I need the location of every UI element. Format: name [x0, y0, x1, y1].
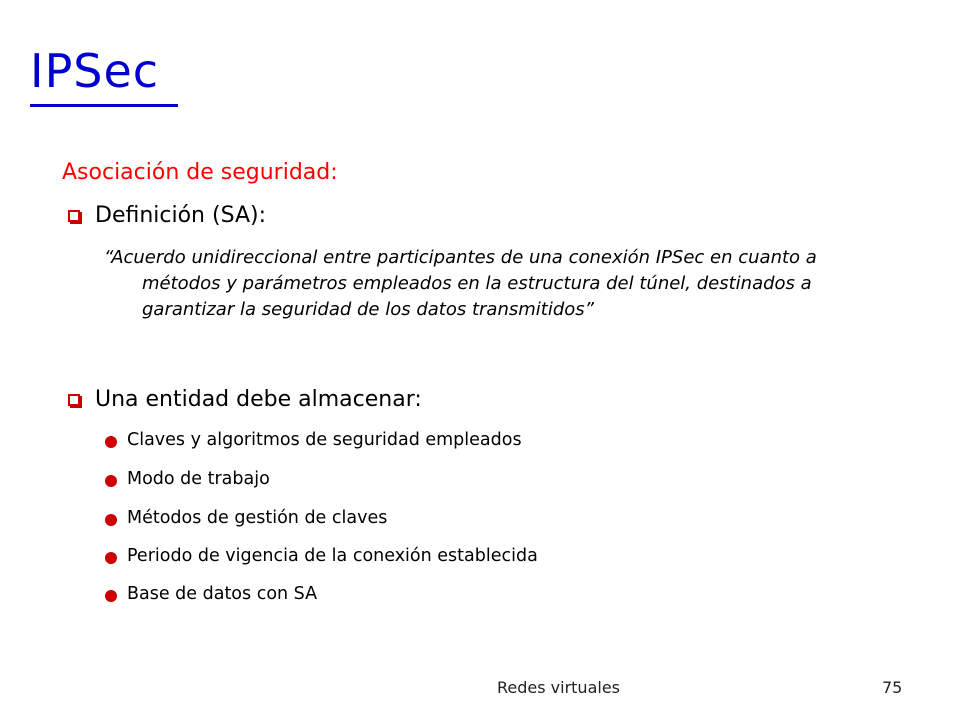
square-bullet-icon [68, 394, 80, 406]
definition-quote: “Acuerdo unidireccional entre participantes de una conexión IPSec en cuanto a métodos y parámetros empleados en la estructura del túnel, destinados a garantizar la seguridad de los datos transmitidos” [104, 247, 817, 320]
list-item-text: Periodo de vigencia de la conexión establecida [127, 546, 538, 566]
list-item [105, 469, 270, 490]
page-number: 75 [882, 678, 903, 697]
square-bullet-icon [68, 210, 80, 222]
bullet-storage [68, 387, 422, 413]
list-item [105, 584, 317, 605]
title-underline [30, 104, 178, 107]
circle-bullet-icon [105, 514, 117, 526]
slide-subtitle: Asociación de seguridad: [62, 160, 338, 185]
list-item-text: Métodos de gestión de claves [127, 508, 388, 528]
list-item-text: Base de datos con SA [127, 584, 318, 604]
list-item-text: Claves y algoritmos de seguridad empleados [127, 430, 522, 450]
circle-bullet-icon [105, 475, 117, 487]
circle-bullet-icon [105, 552, 117, 564]
circle-bullet-icon [105, 436, 117, 448]
bullet-storage-text: Una entidad debe almacenar: [95, 387, 422, 412]
circle-bullet-icon [105, 590, 117, 602]
bullet-definition [68, 203, 266, 229]
footer-label: Redes virtuales [497, 678, 620, 697]
slide-title: IPSec [30, 44, 160, 98]
list-item [105, 508, 387, 529]
list-item [105, 430, 522, 451]
list-item [105, 546, 538, 567]
list-item-text: Modo de trabajo [127, 469, 270, 489]
bullet-definition-text: Definición (SA): [95, 203, 266, 228]
